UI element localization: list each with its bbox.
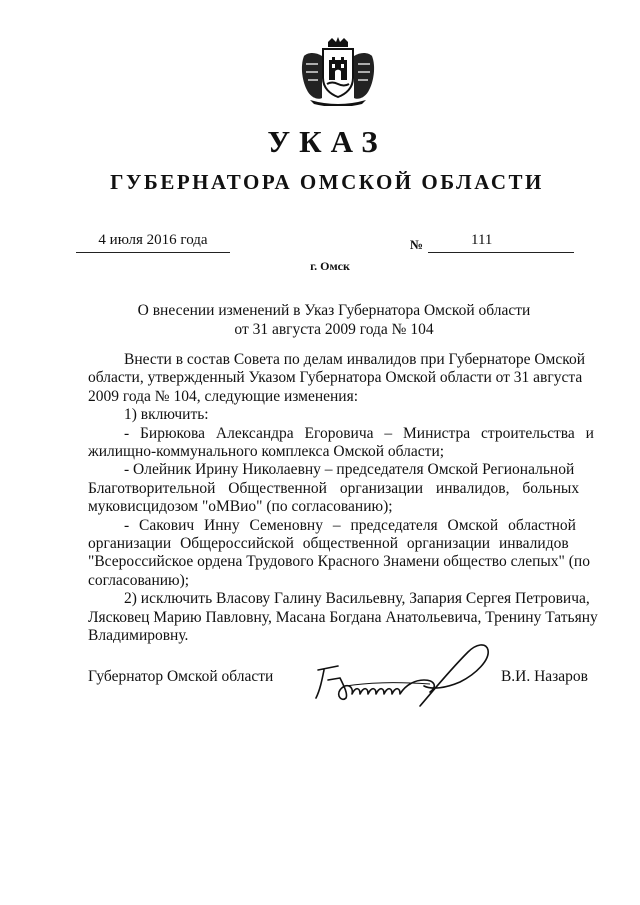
coat-of-arms-icon bbox=[296, 36, 380, 106]
bullet-3-line-3: "Всероссийское ордена Трудового Красного Знамени общество слепых" (по bbox=[88, 553, 590, 571]
item-2-line-3: Владимировну. bbox=[88, 627, 189, 645]
item-2-line-2: Лясковец Марию Павловну, Масана Богдана Анатольевича, Тренину Татьяну bbox=[88, 608, 598, 626]
decree-body bbox=[88, 351, 598, 646]
decree-number: 111 bbox=[471, 232, 493, 248]
intro-line-2: области, утвержденный Указом Губернатора Омской области от 31 августа bbox=[88, 369, 583, 387]
decree-date: 4 июля 2016 года bbox=[76, 232, 230, 253]
number-label: № bbox=[410, 237, 424, 252]
decree-title: УКАЗ bbox=[267, 124, 387, 159]
intro-line-1: Внести в состав Совета по делам инвалидов при Губернаторе Омской bbox=[124, 351, 586, 368]
bullet-2-line-1: - Олейник Ирину Николаевну – председателя Омской Региональной bbox=[124, 461, 575, 479]
bullet-1-line-1: - Бирюкова Александра Егоровича – Министра строительства и bbox=[124, 424, 594, 442]
intro-line-3: 2009 года № 104, следующие изменения: bbox=[88, 387, 359, 405]
item-1-label: 1) включить: bbox=[124, 406, 209, 424]
bullet-3-line-2: организации Общероссийской общественной организации инвалидов bbox=[88, 535, 569, 553]
bullet-1-line-2: жилищно-коммунального комплекса Омской области; bbox=[88, 443, 445, 461]
decree-subtitle: ГУБЕРНАТОРА ОМСКОЙ ОБЛАСТИ bbox=[110, 170, 544, 194]
signatory-name: В.И. Назаров bbox=[500, 668, 588, 685]
heading-line-1: О внесении изменений в Указ Губернатора Омской области bbox=[137, 302, 531, 319]
bullet-3-line-4: согласованию); bbox=[88, 571, 190, 589]
decree-heading bbox=[0, 301, 640, 339]
bullet-2-line-2: Благотворительной Общественной организации инвалидов, больных bbox=[88, 479, 580, 497]
signatory-position: Губернатор Омской области bbox=[88, 668, 274, 685]
heading-line-2: от 31 августа 2009 года № 104 bbox=[234, 321, 434, 338]
city: г. Омск bbox=[310, 259, 350, 273]
bullet-3-line-1: - Сакович Инну Семеновну – председателя Омской областной bbox=[124, 516, 576, 534]
item-2-line-1: 2) исключить Власову Галину Васильевну, Запария Сергея Петровича, bbox=[124, 590, 590, 608]
signature-block bbox=[88, 668, 588, 698]
decree-number-field bbox=[428, 232, 574, 253]
bullet-2-line-3: муковисцидозом "оМВио" (по согласованию); bbox=[88, 498, 393, 516]
